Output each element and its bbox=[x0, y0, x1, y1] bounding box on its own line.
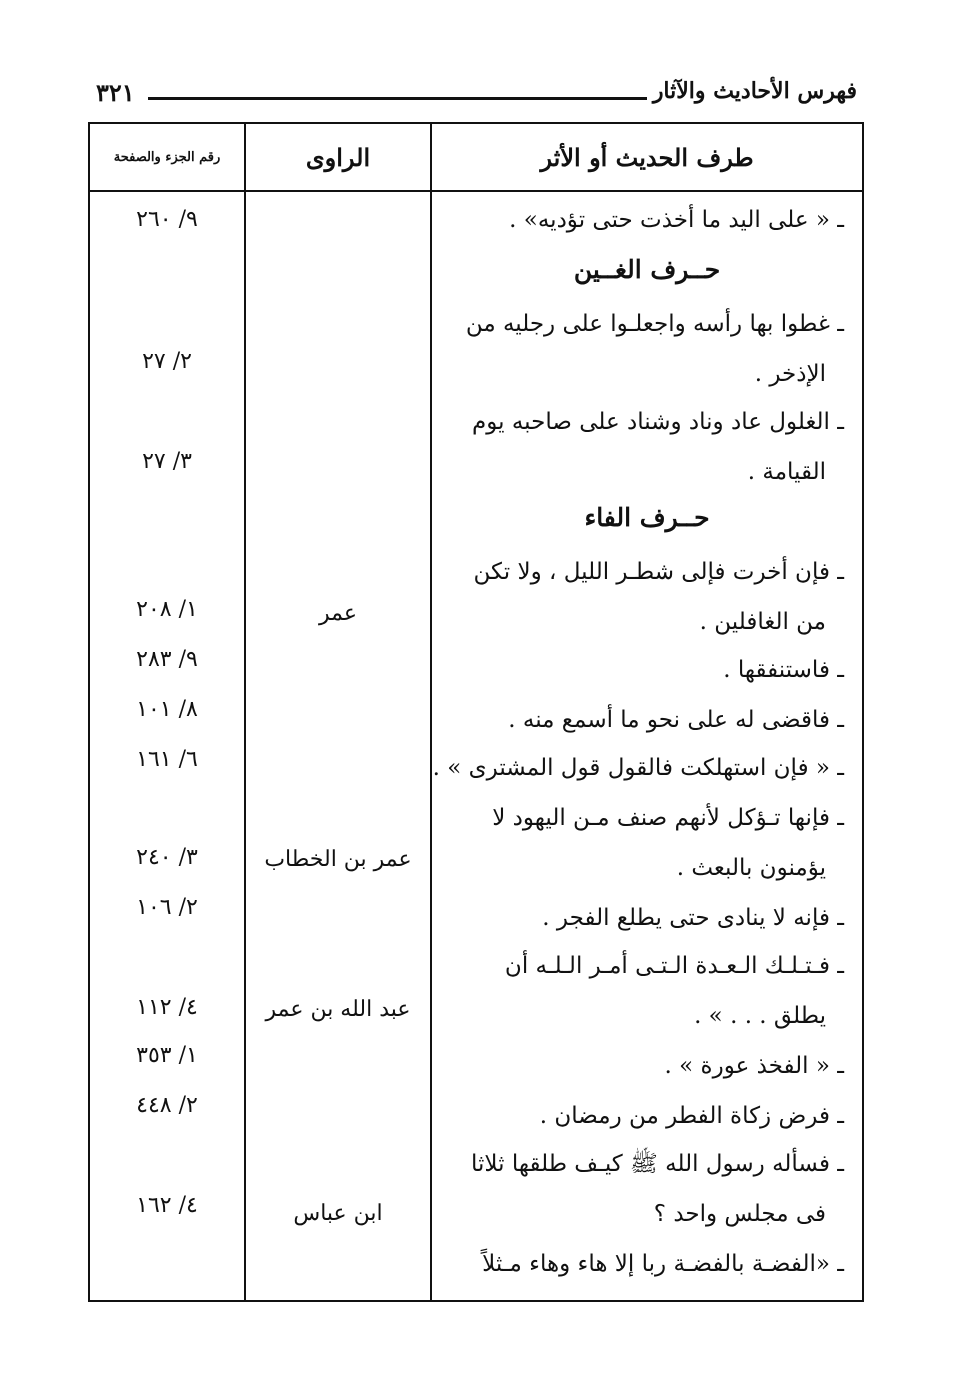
hadith-text-continued: الإذخر . bbox=[754, 361, 826, 387]
column-header-narrator: الراوى bbox=[305, 142, 371, 172]
narrator-cell: عمر بن الخطاب bbox=[264, 847, 412, 872]
index-table bbox=[88, 122, 864, 1302]
reference-cell: ٦/ ١٦١ bbox=[136, 747, 198, 772]
hadith-text: ـ « فإن استهلكت فالقول قول المشترى » . bbox=[432, 755, 844, 781]
hadith-text-continued: فى مجلس واحد ؟ bbox=[653, 1201, 826, 1227]
hadith-text: ـ الغلول عاد وناد وشناد على صاحبه يوم bbox=[472, 409, 844, 435]
hadith-text-continued: القيامة . bbox=[747, 459, 826, 485]
column-divider bbox=[244, 124, 246, 1300]
reference-cell: ٣/ ٢٧ bbox=[142, 449, 192, 474]
column-header-reference: رقم الجزء والصفحة bbox=[113, 149, 221, 165]
hadith-text: ـ فإنه لا ينادى حتى يطلع الفجر . bbox=[542, 905, 844, 931]
hadith-text: ـ فاستنفقها . bbox=[723, 657, 844, 683]
section-heading-ghain: حــرف الغــين bbox=[573, 255, 721, 284]
hadith-text: ـ غطوا بها رأسه واجعلـوا على رجليه من bbox=[465, 311, 844, 337]
narrator-cell: عمر bbox=[319, 601, 357, 626]
reference-cell: ٩/ ٢٨٣ bbox=[136, 647, 198, 672]
reference-cell: ٨/ ١٠١ bbox=[136, 697, 198, 722]
hadith-text: ـ فسأله رسول الله ﷺ كيـف طلقها ثلاثا bbox=[470, 1151, 844, 1177]
hadith-text: ـ فإنها تـؤكل لأنهم صنف مـن اليهود لا bbox=[492, 805, 844, 831]
reference-cell: ٣/ ٢٤٠ bbox=[136, 845, 198, 870]
reference-cell: ١/ ٢٠٨ bbox=[136, 597, 198, 622]
narrator-cell: ابن عباس bbox=[293, 1201, 383, 1226]
hadith-text-continued: يؤمنون بالبعث . bbox=[676, 855, 826, 881]
hadith-text: ـ فـتـلـك الـعـدة الـتـى أمـر الـلـه أن bbox=[504, 953, 844, 979]
hadith-text: ـ فإن أخرت فإلى شطـر الليل ، ولا تكن bbox=[473, 559, 844, 585]
hadith-text-continued: من الغافلين . bbox=[699, 609, 826, 635]
reference-cell: ٢/ ٤٤٨ bbox=[136, 1093, 198, 1118]
reference-cell: ٤/ ١٦٢ bbox=[136, 1193, 198, 1218]
page-number: ٣٢١ bbox=[96, 78, 135, 107]
column-header-hadith: طرف الحديث أو الأثر bbox=[540, 142, 754, 172]
hadith-text: ـ « الفخذ عورة » . bbox=[664, 1053, 844, 1079]
hadith-text-continued: يطلق . . . » . bbox=[694, 1003, 826, 1029]
page-header bbox=[88, 78, 857, 118]
reference-cell: ٢/ ٢٧ bbox=[142, 349, 192, 374]
hadith-text: ـ « على اليد ما أخذت حتى تؤديه» . bbox=[509, 207, 844, 233]
reference-cell: ٩/ ٢٦٠ bbox=[136, 207, 198, 232]
hadith-text: ـ فرض زكاة الفطر من رمضان . bbox=[539, 1103, 844, 1129]
hadith-text: ـ «الفضـة بالفضـة ربا إلا هاء وهاء مـثلاً bbox=[482, 1251, 844, 1277]
header-rule bbox=[148, 97, 647, 100]
narrator-cell: عبد الله بن عمر bbox=[265, 997, 411, 1022]
reference-cell: ١/ ٣٥٣ bbox=[136, 1043, 198, 1068]
section-heading-fa: حــرف الفاء bbox=[584, 503, 710, 532]
reference-cell: ٤/ ١١٢ bbox=[136, 995, 198, 1020]
reference-cell: ٢/ ١٠٦ bbox=[136, 895, 198, 920]
hadith-text: ـ فاقضى له على نحو ما أسمع منه . bbox=[508, 707, 844, 733]
header-divider bbox=[90, 190, 862, 192]
page-title: فهرس الأحاديث والآثار bbox=[652, 78, 857, 104]
